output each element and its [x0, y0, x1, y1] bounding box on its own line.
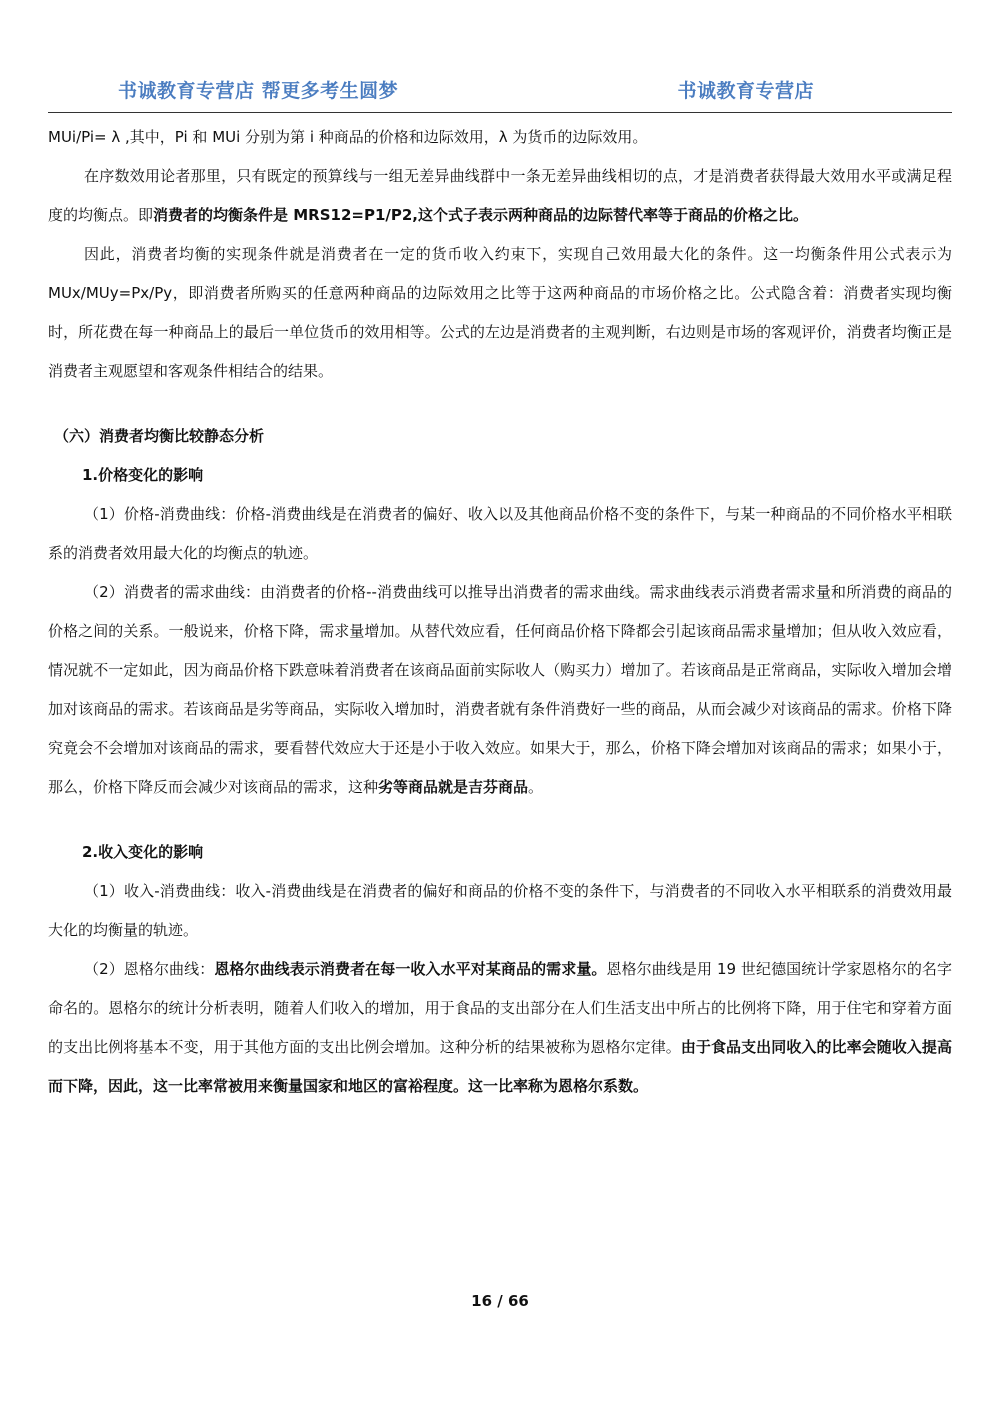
document-body	[48, 118, 952, 1106]
text-demand-body: （2）消费者的需求曲线：由消费者的价格--消费曲线可以推导出消费者的需求曲线。需求曲线表示消费者需求量和所消费的商品的价格之间的关系。一般说来，价格下降，需求量增加。从替代效应看，任何商品价格下降都会引起该商品需求量增加；但从收入效应看，情况就不一定如此，因为商品价格下跌意味着消费者在该商品面前实际收人（购买力）增加了。若该商品是正常商品，实际收入增加会增加对该商品的需求。若该商品是劣等商品，实际收入增加时，消费者就有条件消费好一些的商品，从而会减少对该商品的需求。价格下降究竟会不会增加对该商品的需求，要看替代效应大于还是小于收入效应。如果大于，那么，价格下降会增加对该商品的需求；如果小于，那么，价格下降反而会减少对该商品的需求，这种	[48, 583, 952, 796]
page-number	[0, 1292, 1000, 1310]
current-page: 16	[471, 1292, 493, 1310]
text-engel-label: （2）恩格尔曲线：	[84, 960, 215, 978]
paragraph-ordinal-utility	[48, 157, 952, 235]
header-right-text: 书诚教育专营店	[677, 80, 814, 102]
paragraph-formula: MUi/Pi= λ ,其中，Pi 和 MUi 分别为第 i 种商品的价格和边际效用，λ 为货币的边际效用。	[48, 128, 648, 146]
text-ordinal-intro: 在序数效用论者那里，只有既定的预算线与一组无差异曲线群中一条无差异曲线相切的点，才是消费者获得最大效用水平或满足程度的均衡点。即	[48, 167, 952, 224]
section-heading-6: （六）消费者均衡比较静态分析	[54, 427, 265, 445]
text-engel-coefficient: 由于食品支出同收入的比率会随收入提高而下降，因此，这一比率常被用来衡量国家和地区的富裕程度。这一比率称为恩格尔系数。	[48, 1038, 952, 1095]
total-pages: 66	[507, 1292, 529, 1310]
text-equilibrium-condition: 消费者的均衡条件是 MRS12=P1/P2,这个式子表示两种商品的边际替代率等于商品的价格之比。	[153, 206, 809, 224]
paragraph-price-consumption-curve: （1）价格-消费曲线：价格-消费曲线是在消费者的偏好、收入以及其他商品价格不变的条件下，与某一种商品的不同价格水平相联系的消费者效用最大化的均衡点的轨迹。	[48, 505, 952, 562]
spacer	[48, 807, 952, 833]
paragraph-income-consumption-curve: （1）收入-消费曲线：收入-消费曲线是在消费者的偏好和商品的价格不变的条件下，与消费者的不同收入水平相联系的消费效用最大化的均衡量的轨迹。	[48, 882, 952, 939]
text-engel-law: 恩格尔曲线是用 19 世纪德国统计学家恩格尔的名字命名的。恩格尔的统计分析表明，随着人们收入的增加，用于食品的支出部分在人们生活支出中所占的比例将下降，用于住宅和穿着方面的支出比例将基本不变，用于其他方面的支出比例会增加。这种分析的结果被称为恩格尔定律。	[48, 960, 952, 1056]
paragraph-demand-curve	[48, 573, 952, 807]
text-engel-definition: 恩格尔曲线表示消费者在每一收入水平对某商品的需求量。	[214, 960, 607, 978]
text-giffen-goods: 劣等商品就是吉芬商品	[378, 778, 529, 796]
page-separator: /	[492, 1292, 508, 1310]
subsection-heading-price: 1.价格变化的影响	[82, 466, 204, 484]
header-left-text: 书诚教育专营店 帮更多考生圆梦	[118, 80, 399, 102]
page-header	[48, 72, 952, 113]
paragraph-equilibrium-realization: 因此，消费者均衡的实现条件就是消费者在一定的货币收入约束下，实现自己效用最大化的条件。这一均衡条件用公式表示为 MUx/MUy=Px/Py，即消费者所购买的任意两种商品的边际效用之比等于这两种商品的市场价格之比。公式隐含着：消费者实现均衡时，所花费在每一种商品上的最后一单位货币的效用相等。公式的左边是消费者的主观判断，右边则是市场的客观评价，消费者均衡正是消费者主观愿望和客观条件相结合的结果。	[48, 245, 952, 380]
paragraph-engel-curve	[48, 950, 952, 1106]
subsection-heading-income: 2.收入变化的影响	[82, 843, 204, 861]
text-demand-end: 。	[528, 778, 544, 796]
